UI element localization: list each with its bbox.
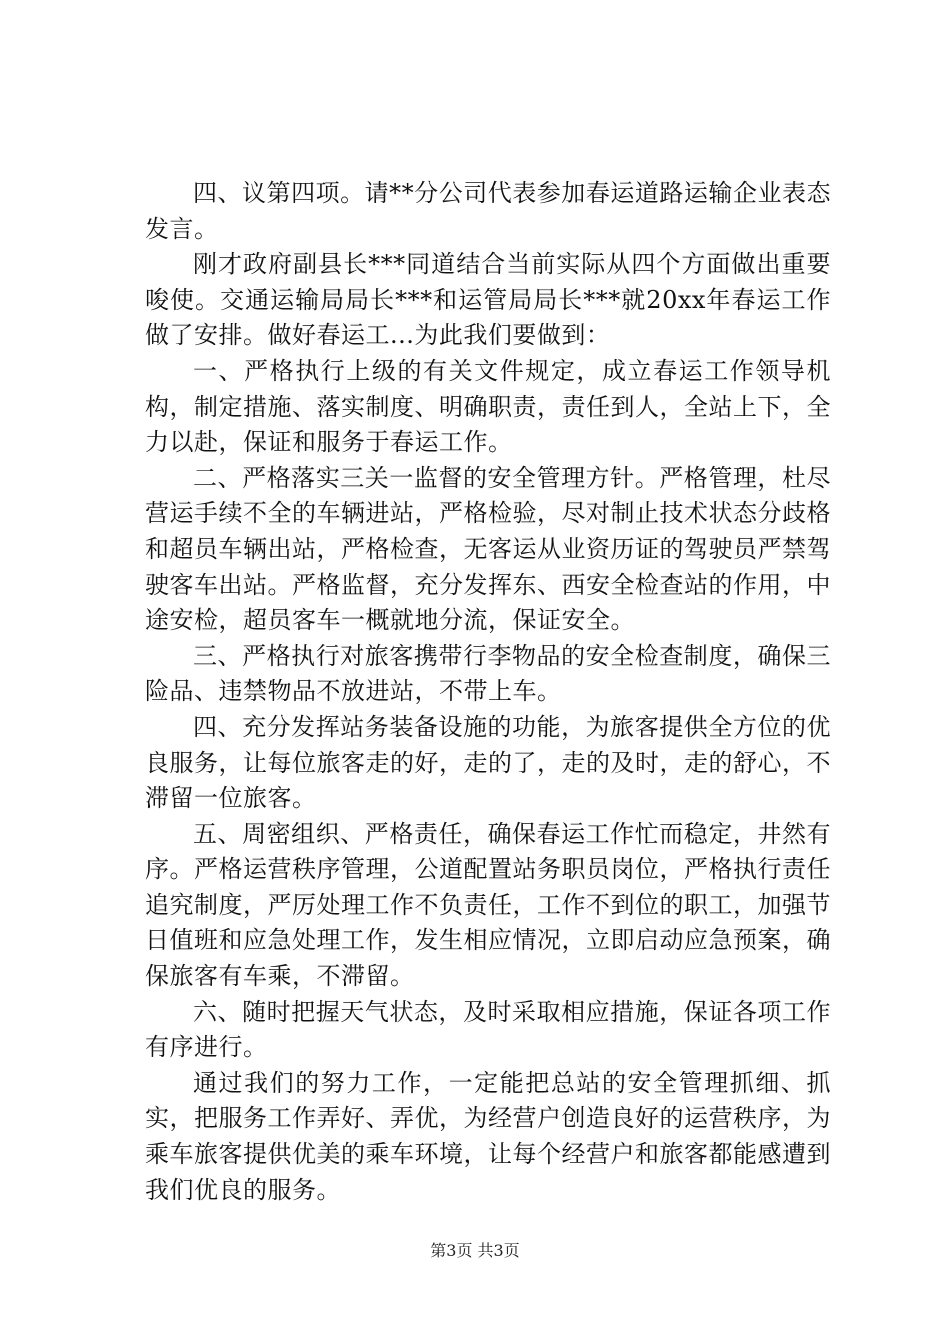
paragraph-point-4: 四、充分发挥站务装备设施的功能，为旅客提供全方位的优良服务，让每位旅客走的好，走的了，走的及时，走的舒心，不滞留一位旅客。 <box>145 712 831 813</box>
document-body <box>145 176 831 1208</box>
paragraph-point-6: 六、随时把握天气状态，及时采取相应措施，保证各项工作有序进行。 <box>145 997 831 1062</box>
paragraph-point-1: 一、严格执行上级的有关文件规定，成立春运工作领导机构，制定措施、落实制度、明确职责，责任到人，全站上下，全力以赴，保证和服务于春运工作。 <box>145 356 831 457</box>
paragraph-point-5: 五、周密组织、严格责任，确保春运工作忙而稳定，井然有序。严格运营秩序管理，公道配置站务职员岗位，严格执行责任追究制度，严厉处理工作不负责任，工作不到位的职工，加强节日值班和应急处理工作，发生相应情况，立即启动应急预案，确保旅客有车乘，不滞留。 <box>145 819 831 991</box>
paragraph-leader-remarks: 刚才政府副县长***同道结合当前实际从四个方面做出重要唆使。交通运输局局长***和运管局局长***就20xx年春运工作做了安排。做好春运工...为此我们要做到： <box>145 250 831 350</box>
page-number-footer: 第3页 共3页 <box>430 1241 520 1260</box>
paragraph-point-2: 二、严格落实三关一监督的安全管理方针。严格管理，杜尽营运手续不全的车辆进站，严格检验，尽对制止技术状态分歧格和超员车辆出站，严格检查，无客运从业资历证的驾驶员严禁驾驶客车出站。严格监督，充分发挥东、西安全检查站的作用，中途安检，超员客车一概就地分流，保证安全。 <box>145 463 831 635</box>
paragraph-conclusion: 通过我们的努力工作，一定能把总站的安全管理抓细、抓实，把服务工作弄好、弄优，为经营户创造良好的运营秩序，为乘车旅客提供优美的乘车环境，让每个经营户和旅客都能感遭到我们优良的服务。 <box>145 1068 831 1204</box>
paragraph-item-4: 四、议第四项。请**分公司代表参加春运道路运输企业表态发言。 <box>145 179 831 243</box>
paragraph-point-3: 三、严格执行对旅客携带行李物品的安全检查制度，确保三险品、违禁物品不放进站，不带上车。 <box>145 641 831 706</box>
